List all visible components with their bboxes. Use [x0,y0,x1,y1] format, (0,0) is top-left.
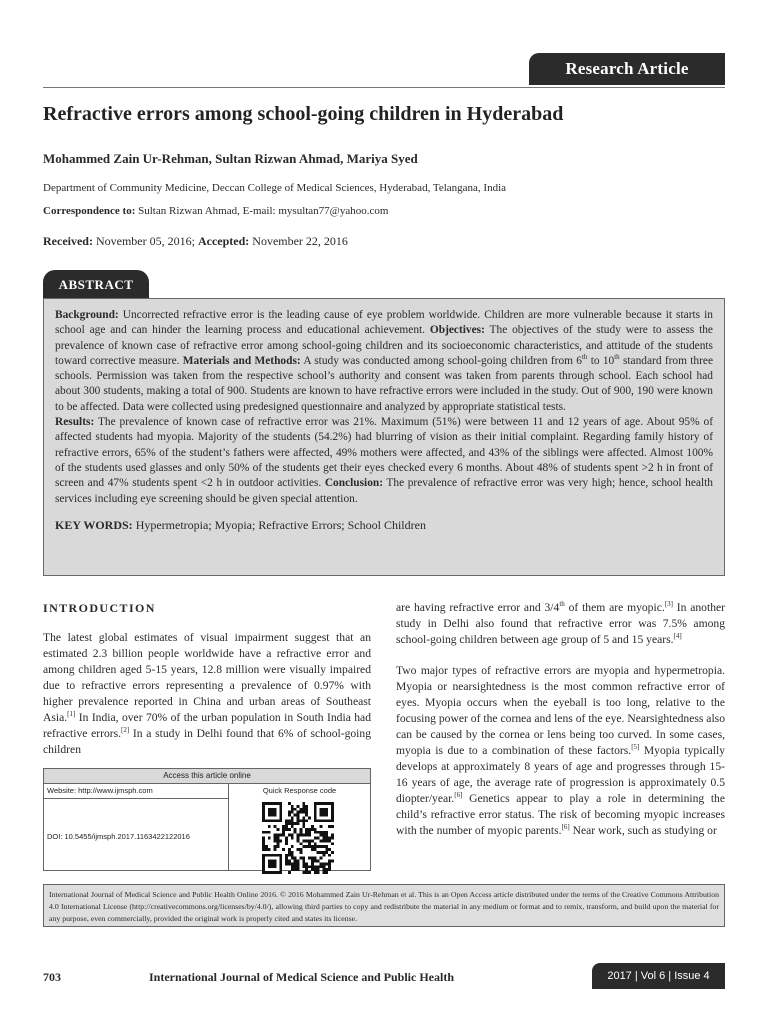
abstract-objectives: The objectives of the study were to assess the prevalence of known case of refractive error among school-going children and its socioeconomic characteristics, and attitude of the students toward corrective measure. [55,324,713,367]
abstract-objectives-label: Objectives: [429,324,485,337]
abstract-results: The prevalence of known case of refractive error was 21%. Maximum (51%) were between 11 and 12 years of age. About 95% of affected students had myopia. Majority of the students (54.2%) had blurring of vision as their initial complaint. Regarding family history of refractive errors, 65% of the student’s fathers were affected, 49% mothers were affected, and 43% of the siblings were affected. Almost 100% of the students used glasses and only 50% of the students get their eyes checked every 6 months. About 48% of students spent >2 h in front of screen and 47% students spent <2 h in outdoor activities. [55,416,713,490]
intro-paragraph-2: are having refractive error and 3/4th of them are myopic.[3] In another study in Delhi also found that refractive error was 7.5% among school-going children between age group of 5 and 15 years.[4] [396,600,725,646]
page-number: 703 [43,970,61,984]
intro-paragraph-1: The latest global estimates of visual impairment suggest that an estimated 2.3 billion people worldwide have a refractive error and among children aged 5-15 years, 12.8 million were visually impaired due to refractive errors representing a prevalence of 0.97% with higher prevalence reported in China and urban areas of Southeast Asia.[1] In India, over 70% of the urban population in South India had refractive errors.[2] In a study in Delhi found that 6% of school-going children [43,631,371,756]
abstract-methods-label: Materials and Methods: [182,354,301,367]
journal-name: International Journal of Medical Science and Public Health [149,970,454,984]
citation[interactable]: [1] [67,710,76,719]
article-type-badge: Research Article [529,53,725,85]
citation[interactable]: [6] [454,791,463,800]
correspondence-text[interactable]: Sultan Rizwan Ahmad, E-mail: mysultan77@yahoo.com [135,205,389,217]
article-title: Refractive errors among school-going children in Hyderabad [43,103,564,125]
qr-label: Quick Response code [262,786,337,795]
accepted-label: Accepted: [197,234,250,248]
abstract-conclusion: The prevalence of refractive error was very high; hence, school health services including eye screening should be given special attention. [55,477,713,505]
citation[interactable]: [3] [664,600,673,609]
header-rule [43,87,725,88]
access-online-box [43,768,371,871]
citation[interactable]: [2] [121,726,130,735]
received-date: November 05, 2016; [92,234,198,248]
introduction-heading: INTRODUCTION [43,601,156,615]
right-column [396,600,725,854]
correspondence-label: Correspondence to: [43,205,136,217]
license-statement: International Journal of Medical Science and Public Health Online 2016. © 2016 Mohammed Zain Ur-Rehman et al. This is an Open Access article distributed under the terms of the Creative Commons Attribution 4.0 International License (http://creativecommons.org/licenses/by/4.0/), allowing third parties to copy and redistribute the material in any medium or format and to remix, transform, and build upon the material for any purpose, even commercially, provided the original work is properly cited and states its license. [43,884,725,927]
citation[interactable]: [5] [631,743,640,752]
correspondence [43,205,388,217]
accepted-date: November 22, 2016 [249,234,348,248]
article-dates [43,234,348,249]
access-info [44,784,229,870]
qr-code-icon [260,802,336,874]
website-link[interactable]: Website: http://www.ijmsph.com [44,784,228,799]
received-label: Received: [43,234,93,248]
author-list: Mohammed Zain Ur-Rehman, Sultan Rizwan Ahmad, Mariya Syed [43,151,418,166]
abstract-conclusion-label: Conclusion: [324,477,384,490]
abstract-background: Uncorrected refractive error is the leading cause of eye problem worldwide. Children are more vulnerable because it starts in school age and can hinder the learning process and educational achievement. [55,309,713,337]
abstract-text [55,308,713,507]
keywords-list: Hypermetropia; Myopia; Refractive Errors; School Children [132,517,426,532]
keywords [55,518,713,533]
citation[interactable]: [6] [561,823,570,832]
affiliation: Department of Community Medicine, Deccan College of Medical Sciences, Hyderabad, Telangana, India [43,182,507,194]
keywords-label: KEY WORDS: [55,517,133,532]
access-heading: Access this article online [44,769,370,784]
intro-paragraph-3: Two major types of refractive errors are myopia and hypermetropia. Myopia or nearsightedness is the most common refractive error of eyes. Myopia occurs when the eyeball is too long, relative to the focusing power of the cornea and lens of the eye. Nearsightedness also can be caused by the cornea or lens being too curved. In some cases, myopia is due to a combination of these factors.[5] Myopia typically develops at approximately 8 years of age and progresses through 15-16 years of age, the average rate of progression is approximately 0.5 diopter/year.[6] Genetics appear to play a role in determining the child’s refractive error status. The risk of becoming myopic increases with the number of myopic parents.[6] Near work, such as studying or [396,664,725,837]
abstract-box [43,298,725,576]
doi-text[interactable]: DOI: 10.5455/ijmsph.2017.1163422122016 [47,832,190,841]
left-column [43,630,371,773]
abstract-heading: ABSTRACT [43,270,149,300]
abstract-methods: A study was conducted among school-going children from 6th to 10th standard from three schools. Permission was taken from the respective school’s authority and consent was taken from parents through school. Each school had about 300 students, making a total of 900. Students are known to have refractive errors were included in the study. Out of 900, 190 were known to be affected. Data were collected using predesigned questionnaire and analyzed by appropriate statistical tests. [55,353,714,413]
abstract-results-label: Results: [55,416,95,429]
issue-badge: 2017 | Vol 6 | Issue 4 [592,963,725,989]
abstract-background-label: Background: [55,309,119,321]
qr-cell [229,784,370,870]
citation[interactable]: [4] [673,632,682,641]
